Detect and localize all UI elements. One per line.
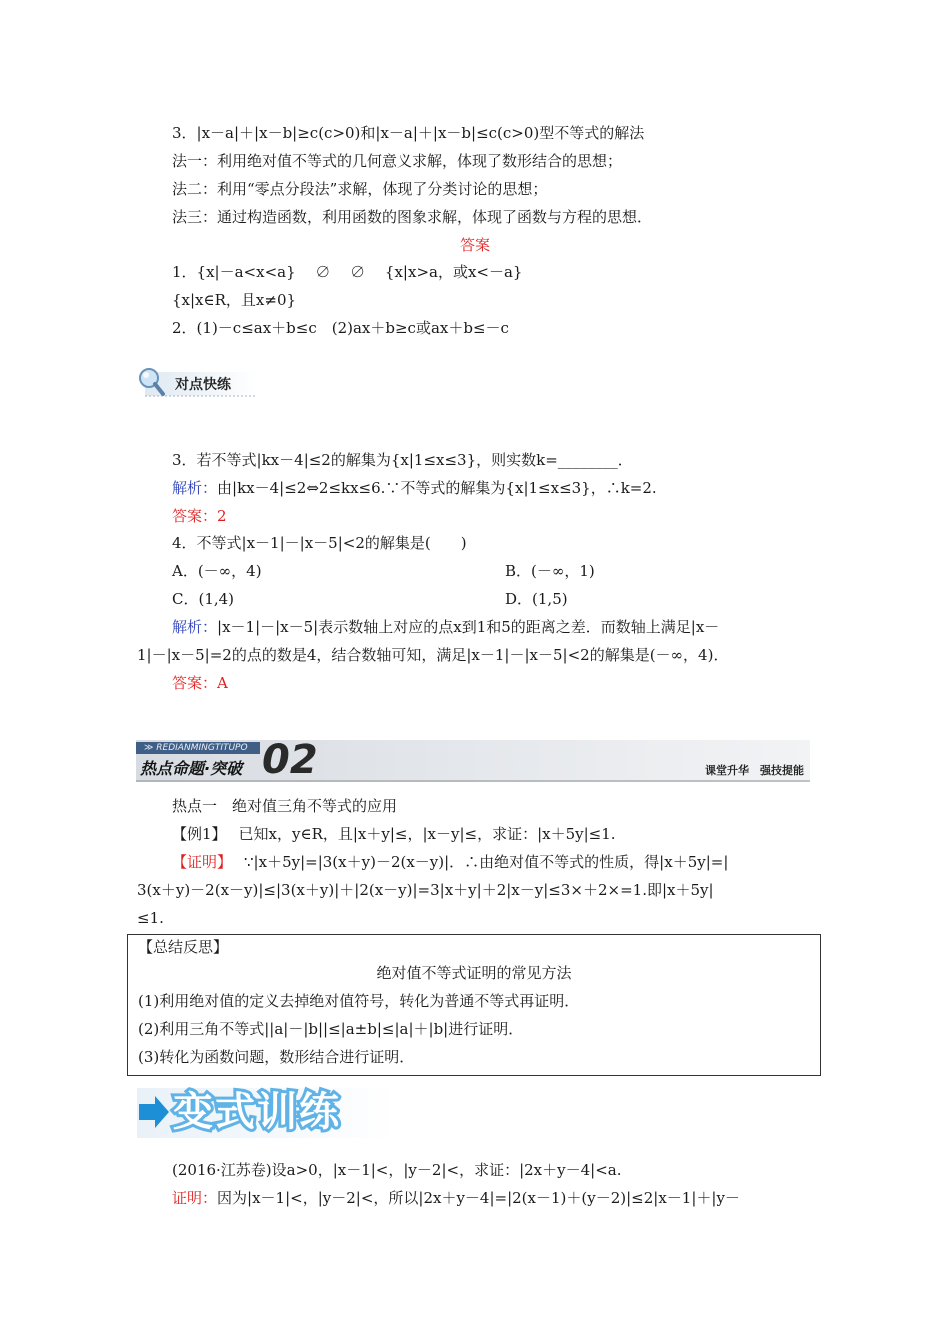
example-text: 已知x，y∈R，且|x＋y|≤，|x－y|≤，求证：|x＋5y|≤1. — [238, 825, 616, 843]
hot-topics-banner — [136, 737, 810, 783]
proof-line-3: ≤1. — [137, 909, 164, 927]
method-two: 法二：利用“零点分段法”求解，体现了分类讨论的思想； — [172, 180, 548, 198]
example-1 — [172, 824, 616, 844]
problem-3-analysis — [172, 478, 657, 498]
practice-tag-label: 对点快练 — [175, 377, 231, 393]
proof-label: 证明： — [172, 1189, 218, 1207]
proof-label: 【证明】 — [172, 853, 233, 871]
analysis-text: |x－1|－|x－5|表示数轴上对应的点x到1和5的距离之差．而数轴上满足|x－ — [217, 618, 720, 636]
analysis-label: 解析： — [172, 479, 218, 497]
banner-title: 热点命题·突破 — [140, 759, 243, 778]
summary-item-1: (1)利用绝对值的定义去掉绝对值符号，转化为普通不等式再证明． — [138, 992, 580, 1010]
variant-question: (2016·江苏卷)设a>0，|x－1|<，|y－2|<，求证：|2x＋y－4|<a. — [172, 1161, 622, 1179]
banner-number: 02 — [262, 737, 318, 783]
summary-box — [127, 934, 821, 1076]
answer-line-3: 2．(1)－c≤ax＋b≤c (2)ax＋b≥c或ax＋b≤－c — [172, 319, 509, 337]
banner-right-label: 课堂升华 强技提能 — [705, 764, 804, 777]
summary-heading: 【总结反思】 — [138, 938, 229, 956]
hot-topic-heading: 热点一 绝对值三角不等式的应用 — [172, 797, 398, 815]
variant-training-heading — [137, 1084, 397, 1140]
answer-line-1: 1．{x|－a<x<a} ∅ ∅ {x|x>a，或x<－a} — [172, 263, 523, 281]
answer-line-2: {x|x∈R，且x≠0} — [172, 291, 297, 309]
option-b: B．(－∞，1) — [505, 562, 595, 580]
problem-4-analysis-2: 1|－|x－5|=2的点的数是4，结合数轴可知，满足|x－1|－|x－5|<2的解集是(－∞，4)． — [137, 646, 729, 664]
problem-4-analysis-1 — [172, 617, 719, 637]
analysis-label: 解析： — [172, 618, 218, 636]
practice-section-tag — [137, 366, 259, 400]
option-c: C．(1,4) — [172, 590, 235, 608]
variant-proof — [172, 1188, 740, 1208]
method-one: 法一：利用绝对值不等式的几何意义求解，体现了数形结合的思想； — [172, 152, 623, 170]
example-label: 【例1】 — [172, 825, 227, 843]
option-a: A．(－∞，4) — [172, 562, 262, 580]
problem-4-answer: 答案：A — [172, 674, 228, 692]
problem-4-question: 4．不等式|x－1|－|x－5|<2的解集是( ) — [172, 534, 467, 552]
summary-item-2: (2)利用三角不等式||a|－|b||≤|a±b|≤|a|＋|b|进行证明． — [138, 1020, 524, 1038]
answer-title: 答案 — [459, 236, 490, 254]
proof-line-1 — [172, 852, 728, 872]
proof-text: ∵|x＋5y|=|3(x＋y)－2(x－y)|．∴由绝对值不等式的性质，得|x＋5y|=| — [244, 853, 729, 871]
proof-text: 因为|x－1|<，|y－2|<，所以|2x＋y－4|=|2(x－1)＋(y－2)|≤2|x－1|＋|y－ — [217, 1189, 740, 1207]
variant-training-label: 变式训练 — [173, 1089, 341, 1135]
banner-small-label: ≫ REDIANMINGTITUPO — [144, 743, 248, 753]
analysis-text: 由|kx－4|≤2⇔2≤kx≤6.∵不等式的解集为{x|1≤x≤3}，∴k=2. — [217, 479, 657, 497]
summary-title: 绝对值不等式证明的常见方法 — [376, 964, 572, 982]
option-d: D．(1,5) — [505, 590, 568, 608]
proof-line-2: 3(x＋y)－2(x－y)|≤|3(x＋y)|＋|2(x－y)|=3|x＋y|＋2|x－y|≤3×＋2×=1.即|x＋5y| — [137, 881, 714, 899]
problem-3-answer: 答案：2 — [172, 507, 227, 525]
method-heading: 3．|x－a|＋|x－b|≥c(c>0)和|x－a|＋|x－b|≤c(c>0)型不等式的解法 — [172, 124, 645, 142]
method-three: 法三：通过构造函数，利用函数的图象求解，体现了函数与方程的思想． — [172, 208, 653, 226]
problem-3-question: 3．若不等式|kx－4|≤2的解集为{x|1≤x≤3}，则实数k=________． — [172, 451, 633, 469]
summary-item-3: (3)转化为函数问题，数形结合进行证明． — [138, 1048, 415, 1066]
